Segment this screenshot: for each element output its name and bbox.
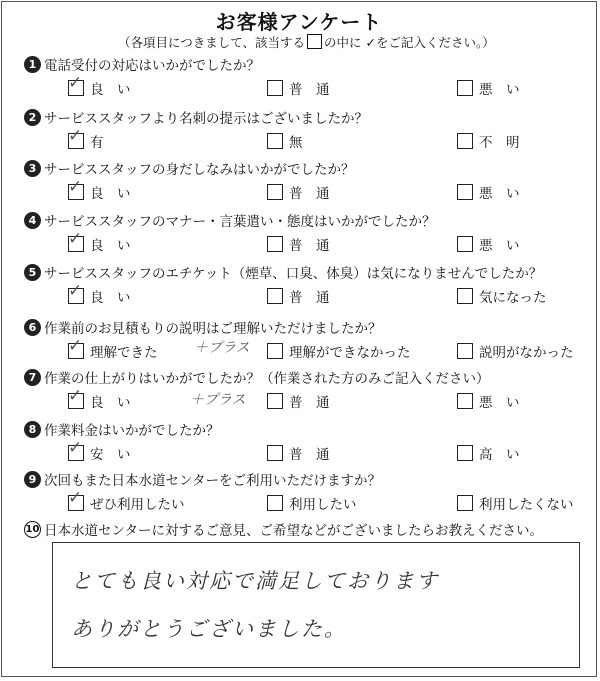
answer-option[interactable] (457, 493, 574, 513)
answer-option[interactable] (267, 234, 330, 254)
handwritten-note: ＋プラス (190, 392, 246, 408)
handwritten-comment-line-1: とても良い対応で満足しております (71, 569, 439, 593)
answer-option[interactable] (267, 443, 330, 463)
question-text (24, 519, 543, 539)
answer-option[interactable] (267, 286, 330, 306)
question-2 (24, 107, 594, 161)
check-mark-icon: ✓ (68, 281, 83, 301)
question-number-badge: 3 (24, 160, 41, 177)
option-label: 安 い (90, 447, 131, 463)
checkbox[interactable] (457, 133, 473, 149)
answer-option[interactable] (457, 341, 574, 361)
checkbox[interactable] (457, 184, 473, 200)
checkbox[interactable] (68, 488, 84, 511)
question-6 (24, 317, 594, 371)
check-mark-icon: ✓ (68, 386, 83, 406)
question-label: 次回もまた日本水道センターをご利用いただけますか？ (44, 473, 381, 489)
answer-option[interactable] (457, 78, 520, 98)
checkbox[interactable] (68, 438, 84, 461)
check-mark-icon: ✓ (68, 126, 83, 146)
question-text (24, 262, 542, 282)
instruction-after: をご記入ください。） (376, 35, 495, 50)
option-label: 不 明 (479, 135, 520, 151)
checkbox[interactable] (457, 495, 473, 511)
question-text (24, 367, 490, 387)
handwritten-comment-line-2: ありがとうございました。 (71, 617, 347, 641)
question-text (24, 469, 381, 489)
option-label: 普 通 (289, 290, 330, 306)
question-text (24, 158, 355, 178)
question-number-badge: 5 (24, 264, 41, 281)
question-label: サービススタッフの身だしなみはいかがでしたか？ (44, 162, 355, 178)
checkbox[interactable] (267, 445, 283, 461)
answer-option[interactable] (267, 78, 330, 98)
answer-option[interactable] (68, 488, 185, 513)
answer-option[interactable] (68, 229, 131, 254)
checkbox[interactable] (267, 133, 283, 149)
checkbox[interactable] (68, 386, 84, 409)
option-label: 普 通 (289, 395, 330, 411)
answer-option[interactable] (267, 391, 330, 411)
option-label: 理解ができなかった (289, 345, 411, 361)
answer-option[interactable] (267, 341, 411, 361)
question-label: 作業料金はいかがでしたか？ (44, 423, 220, 439)
question-5 (24, 262, 594, 316)
checkbox[interactable] (68, 281, 84, 304)
check-mark-icon: ✓ (68, 177, 83, 197)
question-label: サービススタッフのエチケット（煙草、口臭、体臭）は気になりませんでしたか？ (44, 266, 543, 282)
instruction-before: （各項目につきまして、該当する (118, 35, 306, 50)
checkbox[interactable] (267, 184, 283, 200)
answer-option[interactable] (267, 131, 303, 151)
checkbox[interactable] (457, 343, 473, 359)
question-label: サービススタッフのマナー・言葉遣い・態度はいかがでしたか？ (44, 214, 436, 230)
checkbox[interactable] (267, 80, 283, 96)
check-mark-icon: ✓ (68, 488, 83, 508)
option-label: 悪 い (479, 238, 520, 254)
checkbox[interactable] (267, 495, 283, 511)
option-label: 良 い (90, 395, 131, 411)
checkbox[interactable] (267, 288, 283, 304)
option-label: 悪 い (479, 82, 520, 98)
instruction-middle: の中に (324, 35, 362, 50)
answer-option[interactable] (68, 438, 131, 463)
option-label: 良 い (90, 290, 131, 306)
option-label: 利用したい (289, 497, 357, 513)
question-text (24, 419, 220, 439)
question-label: サービススタッフより名刺の提示はございましたか？ (44, 111, 368, 127)
answer-option[interactable] (68, 386, 131, 411)
option-label: 理解できた (90, 345, 158, 361)
option-label: ぜひ利用したい (90, 497, 185, 513)
answer-option[interactable] (457, 182, 520, 202)
question-text (24, 54, 260, 74)
option-label: 普 通 (289, 186, 330, 202)
checkbox[interactable] (267, 393, 283, 409)
option-label: 説明がなかった (479, 345, 574, 361)
checkbox[interactable] (457, 236, 473, 252)
answer-option[interactable] (68, 336, 158, 361)
option-label: 普 通 (289, 238, 330, 254)
checkbox[interactable] (68, 73, 84, 96)
page-title: お客様アンケート (215, 10, 383, 34)
comment-box[interactable] (52, 542, 580, 668)
answer-option[interactable] (68, 281, 131, 306)
question-text (24, 107, 368, 127)
option-label: 高 い (479, 447, 520, 463)
checkbox[interactable] (68, 177, 84, 200)
check-mark-icon: ✓ (68, 73, 83, 93)
question-label: 作業の仕上がりはいかがでしたか？（作業された方のみご記入ください） (44, 371, 490, 387)
check-mark-icon: ✓ (365, 35, 376, 50)
answer-option[interactable] (457, 443, 520, 463)
answer-option[interactable] (267, 182, 330, 202)
question-number-badge: 4 (24, 212, 41, 229)
question-number-badge: 7 (24, 369, 41, 386)
checkbox[interactable] (68, 336, 84, 359)
question-4 (24, 210, 594, 264)
option-label: 良 い (90, 238, 131, 254)
question-number-badge: 1 (24, 56, 41, 73)
check-mark-icon: ✓ (68, 438, 83, 458)
question-3 (24, 158, 594, 212)
check-mark-icon: ✓ (68, 229, 83, 249)
question-number-badge: 9 (24, 471, 41, 488)
answer-option[interactable] (457, 131, 520, 151)
checkbox[interactable] (68, 229, 84, 252)
question-label: 電話受付の対応はいかがでしたか？ (44, 58, 260, 74)
option-label: 良 い (90, 186, 131, 202)
answer-option[interactable] (457, 234, 520, 254)
option-label: 利用したくない (479, 497, 574, 513)
question-number-badge: 10 (24, 521, 41, 538)
checkbox[interactable] (457, 288, 473, 304)
answer-option[interactable] (267, 493, 357, 513)
option-label: 普 通 (289, 82, 330, 98)
checkbox-sample-icon (307, 34, 322, 49)
question-7 (24, 367, 594, 421)
option-label: 有 (90, 135, 104, 151)
checkbox[interactable] (457, 445, 473, 461)
option-label: 無 (289, 135, 303, 151)
answer-option[interactable] (457, 286, 547, 306)
question-text (24, 210, 436, 230)
question-label: 日本水道センターに対するご意見、ご希望などがございましたらお教えください。 (44, 523, 543, 539)
check-mark-icon: ✓ (68, 336, 83, 356)
option-label: 気になった (479, 290, 547, 306)
checkbox[interactable] (68, 126, 84, 149)
question-number-badge: 2 (24, 109, 41, 126)
question-1 (24, 54, 594, 108)
instruction-text (118, 33, 495, 51)
question-9 (24, 469, 594, 523)
option-label: 悪 い (479, 395, 520, 411)
answer-option[interactable] (68, 126, 104, 151)
question-8 (24, 419, 594, 473)
question-label: 作業前のお見積もりの説明はご理解いただけましたか？ (44, 321, 382, 337)
option-label: 悪 い (479, 186, 520, 202)
handwritten-note: ＋プラス (194, 340, 250, 356)
checkbox[interactable] (457, 393, 473, 409)
checkbox[interactable] (267, 236, 283, 252)
question-text (24, 317, 382, 337)
checkbox[interactable] (457, 80, 473, 96)
question-number-badge: 6 (24, 319, 41, 336)
answer-option[interactable] (68, 73, 131, 98)
option-label: 普 通 (289, 447, 330, 463)
question-number-badge: 8 (24, 421, 41, 438)
answer-option[interactable] (457, 391, 520, 411)
option-label: 良 い (90, 82, 131, 98)
answer-option[interactable] (68, 177, 131, 202)
checkbox[interactable] (267, 343, 283, 359)
survey-sheet (1, 1, 597, 677)
